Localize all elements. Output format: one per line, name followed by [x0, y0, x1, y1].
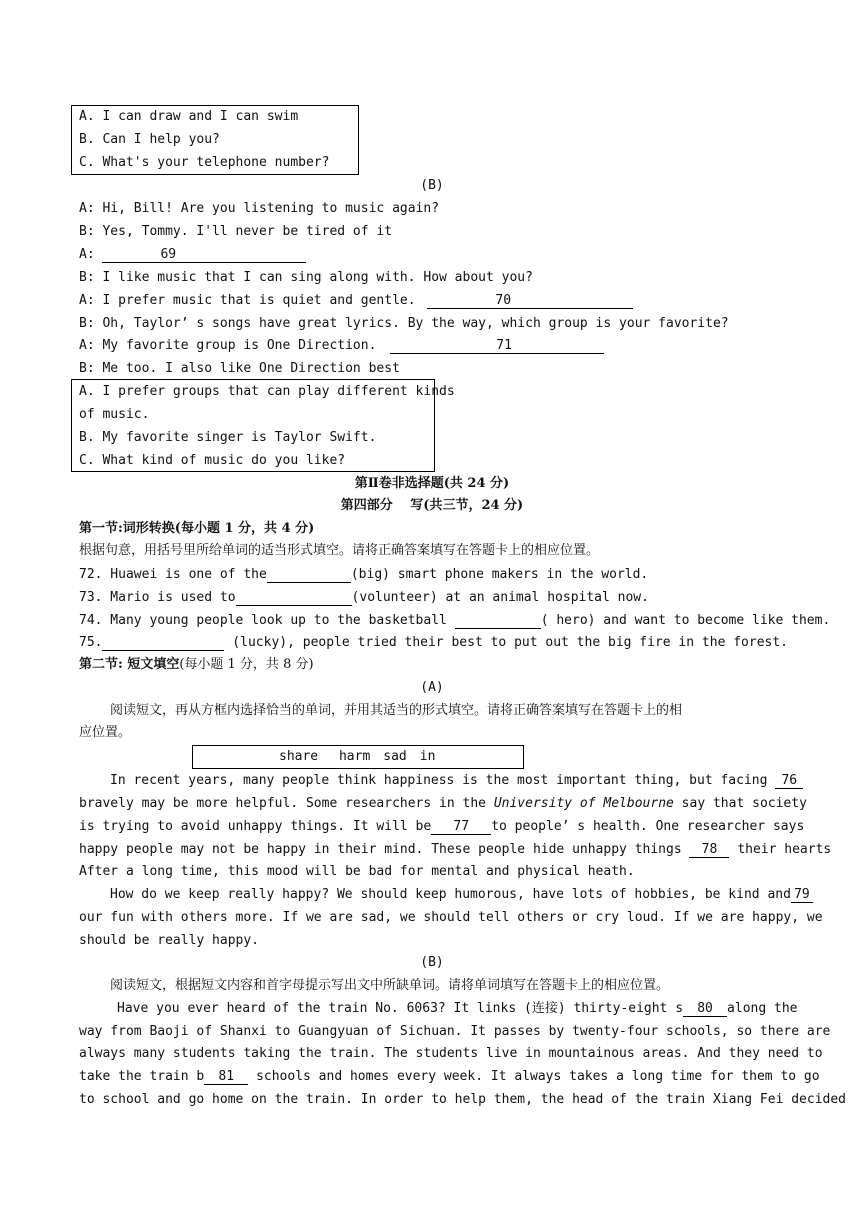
q73-text-b: (volunteer) at an animal hospital now. [351, 590, 649, 605]
passage-b-line-2: way from Baoji of Shanxi to Guangyuan of Sichuan. It passes by twenty-four schools, so there are [79, 1024, 831, 1039]
blank-72[interactable] [267, 567, 351, 583]
passage-a-line-8: should be really happy. [79, 933, 260, 948]
b1-text-b: along the [727, 1001, 798, 1016]
dialog-line-7-text: A: My favorite group is One Direction. [79, 338, 377, 353]
passage-a-instructions-2: 应位置。 [79, 725, 132, 740]
passage-a-instructions-1: 阅读短文，再从方框内选择恰当的单词，并用其适当的形式填空。请将正确答案填写在答题卡上的相 [110, 703, 683, 718]
option-a: A. I can draw and I can swim [79, 109, 299, 124]
dialog-line-5-text: A: I prefer music that is quiet and gentle. [79, 293, 416, 308]
q74-text-a: 74. Many young people look up to the basketball [79, 613, 447, 628]
passage-a-line-2 [79, 796, 807, 812]
option-c: C. What kind of music do you like? [79, 453, 346, 468]
blank-81-number: 81 [218, 1069, 235, 1084]
passage-b-instructions: 阅读短文，根据短文内容和首字母提示写出文中所缺单词。请将单词填写在答题卡上的相应位置。 [110, 978, 670, 993]
passage-b-line-3: always many students taking the train. The students live in mountainous areas. And they need to [79, 1046, 823, 1061]
blank-69-number: 69 [160, 247, 177, 262]
q75-text-b: (lucky), people tried their best to put out the big fire in the forest. [224, 635, 789, 650]
b4-text-a: take the train b [79, 1069, 205, 1084]
passage-a-line-4 [79, 842, 831, 858]
blank-78-number: 78 [701, 842, 718, 857]
option-b: B. My favorite singer is Taylor Swift. [79, 430, 377, 445]
q75-text-a: 75. [79, 635, 103, 650]
p1l3-text-b: to people’ s health. One researcher says [491, 819, 805, 834]
section-2-score: (每小题 1 分，共 8 分) [179, 657, 314, 672]
blank-76[interactable] [775, 773, 803, 789]
blank-80-number: 80 [697, 1001, 713, 1016]
question-74 [79, 613, 830, 629]
passage-a-line-1 [110, 773, 803, 789]
dialog-line-7 [79, 338, 604, 354]
dialog-line-4: B: I like music that I can sing along with. How about you? [79, 270, 533, 285]
blank-77[interactable] [431, 819, 491, 835]
q74-text-b: ( hero) and want to become like them. [540, 613, 831, 628]
option-a-line1: A. I prefer groups that can play different kinds [79, 384, 455, 399]
passage-a-line-3 [79, 819, 804, 835]
blank-70[interactable] [427, 293, 633, 309]
p1l4-text-a: happy people may not be happy in their mind. These people hide unhappy things [79, 842, 682, 857]
p1l2-text-a: bravely may be more helpful. Some researchers in the [79, 796, 486, 811]
dialog-line-6: B: Oh, Taylor’ s songs have great lyrics. By the way, which group is your favorite? [79, 316, 729, 331]
blank-77-number: 77 [453, 819, 470, 834]
p1l3-text-a: is trying to avoid unhappy things. It will be [79, 819, 432, 834]
passage-b-line-5: to school and go home on the train. In order to help them, the head of the train Xiang Fei decided [79, 1092, 847, 1107]
blank-74[interactable] [455, 613, 541, 629]
word-box-words: share harm sad in [279, 749, 436, 764]
p1l4-text-b: their hearts [737, 842, 832, 857]
p1l2-university: University of Melbourne [493, 796, 674, 811]
blank-81[interactable] [204, 1069, 248, 1085]
blank-79[interactable] [791, 887, 813, 903]
question-72 [79, 567, 648, 583]
blank-80[interactable] [683, 1001, 727, 1017]
section-2-title: 第二节: 短文填空 [79, 657, 180, 672]
p2l1-text: How do we keep really happy? We should keep humorous, have lots of hobbies, be kind and [110, 887, 791, 902]
passage-a-header: (A) [420, 680, 444, 695]
passage-b-line-1 [117, 1001, 798, 1017]
p1l2-text-c: say that society [681, 796, 807, 811]
blank-78[interactable] [689, 842, 729, 858]
q72-text-a: 72. Huawei is one of the [79, 567, 267, 582]
passage-a-line-5: After a long time, this mood will be bad for mental and physical heath. [79, 864, 635, 879]
option-a-line2: of music. [79, 407, 150, 422]
passage-b-header: (B) [420, 955, 444, 970]
p1l1-text: In recent years, many people think happiness is the most important thing, but facing [110, 773, 768, 788]
option-b: B. Can I help you? [79, 132, 220, 147]
blank-75[interactable] [102, 635, 224, 651]
b1-text-a: Have you ever heard of the train No. 6063? It links (连接) thirty-eight s [117, 1001, 684, 1016]
part-title: 第四部分 写(共三节，24 分) [340, 498, 524, 513]
question-73 [79, 590, 649, 606]
question-75 [79, 635, 788, 651]
blank-71[interactable] [390, 338, 604, 354]
blank-73[interactable] [236, 590, 352, 606]
blank-69[interactable] [102, 247, 306, 263]
speaker-a: A: [79, 247, 95, 262]
q73-text-a: 73. Mario is used to [79, 590, 236, 605]
blank-71-number: 71 [496, 338, 512, 353]
blank-76-number: 76 [781, 773, 798, 788]
blank-79-number: 79 [794, 887, 810, 902]
passage-a-line-6 [110, 887, 813, 903]
passage-b-line-4 [79, 1069, 820, 1085]
dialog-line-5 [79, 293, 633, 309]
section-1-instructions: 根据句意，用括号里所给单词的适当形式填空。请将正确答案填写在答题卡上的相应位置。 [79, 543, 600, 558]
word-box [192, 745, 524, 769]
dialog-line-2: B: Yes, Tommy. I'll never be tired of it [79, 224, 393, 239]
b4-text-b: schools and homes every week. It always takes a long time for them to go [256, 1069, 820, 1084]
blank-70-number: 70 [495, 293, 512, 308]
passage-a-line-7: our fun with others more. If we are sad, we should tell others or cry loud. If we are happy, we [79, 910, 823, 925]
dialog-line-1: A: Hi, Bill! Are you listening to music again? [79, 201, 440, 216]
volume-title: 第Ⅱ卷非选择题(共 24 分) [354, 476, 510, 491]
dialog-line-8: B: Me too. I also like One Direction best [79, 361, 400, 376]
dialog-line-3 [79, 247, 306, 263]
options-box-b [71, 379, 455, 472]
section-2-title-line [79, 657, 314, 673]
section-b-header: (B) [420, 178, 444, 193]
q72-text-b: (big) smart phone makers in the world. [350, 567, 649, 582]
option-c: C. What's your telephone number? [79, 155, 330, 170]
section-1-title: 第一节:词形转换(每小题 1 分，共 4 分) [79, 521, 315, 536]
options-box-a [71, 105, 359, 175]
